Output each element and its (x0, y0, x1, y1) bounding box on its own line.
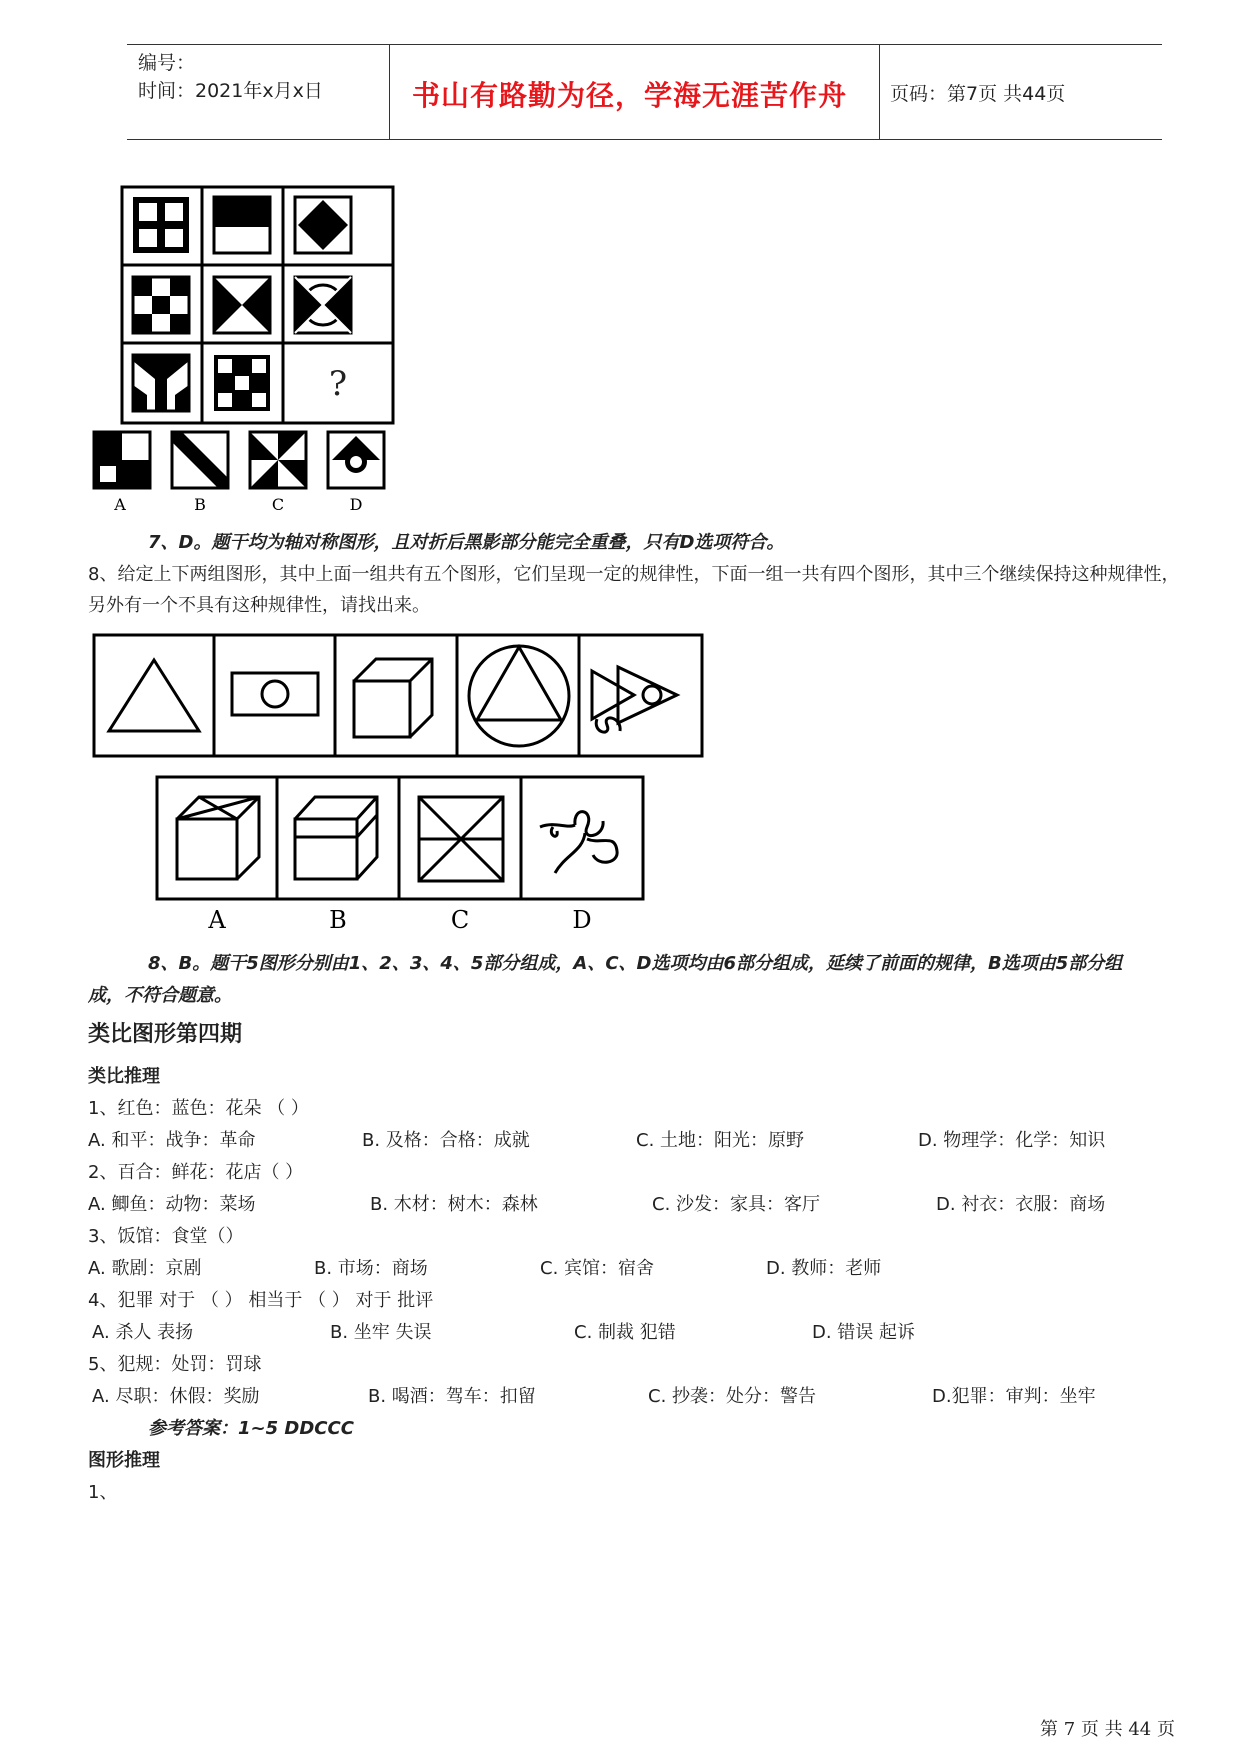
matrix-cell-2-1 (133, 277, 189, 333)
analogy-q3-stem: 3、饭馆：食堂（） (88, 1226, 244, 1247)
q8-triangle-shape (109, 660, 199, 731)
analogy-q4-stem: 4、犯罪 对于 （ ） 相当于 （ ） 对于 批评 (88, 1290, 434, 1311)
analogy-q3-option-d: D. 教师：老师 (766, 1258, 882, 1279)
q7-matrix-figure (120, 185, 395, 425)
q7-option-c-label: C (271, 495, 285, 514)
analogy-q2-stem: 2、百合：鲜花：花店（ ） (88, 1162, 304, 1183)
figure-reasoning-item-1: 1、 (88, 1482, 118, 1503)
q8-options-figure (155, 775, 645, 935)
q8-option-a-figure (177, 797, 259, 879)
q7-option-d-figure (328, 432, 384, 488)
header-motto: 书山有路勤为径，学海无涯苦作舟 (412, 79, 848, 112)
analogy-heading: 类比推理 (88, 1066, 160, 1087)
analogy-q5-option-c: C. 抄袭：处分：警告 (648, 1386, 817, 1407)
matrix-cell-1-1 (133, 197, 189, 253)
analogy-q5-option-b: B. 喝酒：驾车：扣留 (368, 1386, 536, 1407)
q7-option-d-label: D (349, 495, 363, 514)
q8-option-c-label: C (450, 906, 470, 934)
header-code-label: 编号： (138, 52, 196, 74)
figure-reasoning-heading: 图形推理 (88, 1450, 160, 1471)
q7-option-b-label: B (194, 495, 206, 514)
q8-answer-line2: 成，不符合题意。 (88, 985, 232, 1006)
analogy-q1-option-c: C. 土地：阳光：原野 (636, 1130, 805, 1151)
q8-stem-line2: 另外有一个不具有这种规律性，请找出来。 (88, 595, 430, 616)
matrix-cell-1-3 (295, 197, 351, 253)
analogy-q5-option-d: D.犯罪：审判：坐牢 (932, 1386, 1096, 1407)
header-divider (389, 45, 390, 139)
analogy-q3-option-c: C. 宾馆：宿舍 (540, 1258, 655, 1279)
q7-option-b-figure (172, 432, 228, 488)
analogy-answer: 参考答案：1~5 DDCCC (148, 1418, 354, 1439)
q8-option-d-label: D (572, 906, 592, 934)
analogy-q3-option-a: A. 歌剧：京剧 (88, 1258, 202, 1279)
q7-option-a-figure (94, 432, 150, 488)
matrix-cell-3-2 (214, 355, 270, 411)
section-title: 类比图形第四期 (88, 1022, 243, 1047)
q8-arrow-loop-shape (592, 667, 677, 732)
q8-option-c-figure (419, 797, 503, 881)
matrix-cell-2-3 (295, 277, 351, 333)
q8-option-d-figure (540, 812, 617, 873)
q7-options-figure (92, 430, 392, 515)
q8-option-b-figure (295, 797, 377, 879)
analogy-q4-option-a: A. 杀人 表扬 (92, 1322, 194, 1343)
q7-answer: 7、D。题干均为轴对称图形，且对折后黑影部分能完全重叠，只有D选项符合。 (148, 532, 785, 553)
analogy-q2-option-d: D. 衬衣：衣服：商场 (936, 1194, 1106, 1215)
analogy-q4-option-d: D. 错误 起诉 (812, 1322, 916, 1343)
q8-circle-triangle-shape (469, 646, 569, 746)
analogy-q1-option-a: A. 和平：战争：革命 (88, 1130, 256, 1151)
header-time-label: 时间：2021年x月x日 (138, 80, 323, 102)
analogy-q4-option-b: B. 坐牢 失误 (330, 1322, 432, 1343)
analogy-q4-option-c: C. 制裁 犯错 (574, 1322, 676, 1343)
q7-option-c-figure (250, 432, 306, 488)
analogy-q3-option-b: B. 市场：商场 (314, 1258, 428, 1279)
analogy-q1-option-b: B. 及格：合格：成就 (362, 1130, 530, 1151)
analogy-q5-stem: 5、犯规：处罚：罚球 (88, 1354, 262, 1375)
q7-option-a-label: A (114, 495, 126, 514)
page-footer: 第 7 页 共 44 页 (1040, 1719, 1175, 1740)
q8-answer-line1: 8、B。题干5图形分别由1、2、3、4、5部分组成，A、C、D选项均由6部分组成，延续了前面的规律，B选项由5部分组 (148, 953, 1123, 974)
q8-top-row-figure (92, 633, 704, 758)
q8-stem-line1: 8、给定上下两组图形，其中上面一组共有五个图形，它们呈现一定的规律性，下面一组一共有四个图形，其中三个继续保持这种规律性， (88, 564, 1180, 585)
header-divider (879, 45, 880, 139)
analogy-q2-option-c: C. 沙发：家具：客厅 (652, 1194, 821, 1215)
q8-rect-circle-shape (232, 673, 318, 715)
analogy-q2-option-a: A. 鲫鱼：动物：菜场 (88, 1194, 256, 1215)
matrix-cell-3-1 (133, 355, 189, 411)
matrix-cell-2-2 (214, 277, 270, 333)
matrix-cell-1-2 (214, 197, 270, 253)
q8-option-b-label: B (329, 906, 347, 934)
q8-cube-shape (354, 659, 432, 737)
q8-option-a-label: A (208, 906, 226, 934)
analogy-q5-option-a: A. 尽职：休假：奖励 (92, 1386, 260, 1407)
matrix-question-mark: ? (328, 364, 348, 404)
analogy-q1-stem: 1、红色：蓝色：花朵 （ ） (88, 1098, 309, 1119)
header-page-label: 页码：第7页 共44页 (890, 83, 1066, 105)
analogy-q2-option-b: B. 木材：树木：森林 (370, 1194, 538, 1215)
analogy-q1-option-d: D. 物理学：化学：知识 (918, 1130, 1106, 1151)
